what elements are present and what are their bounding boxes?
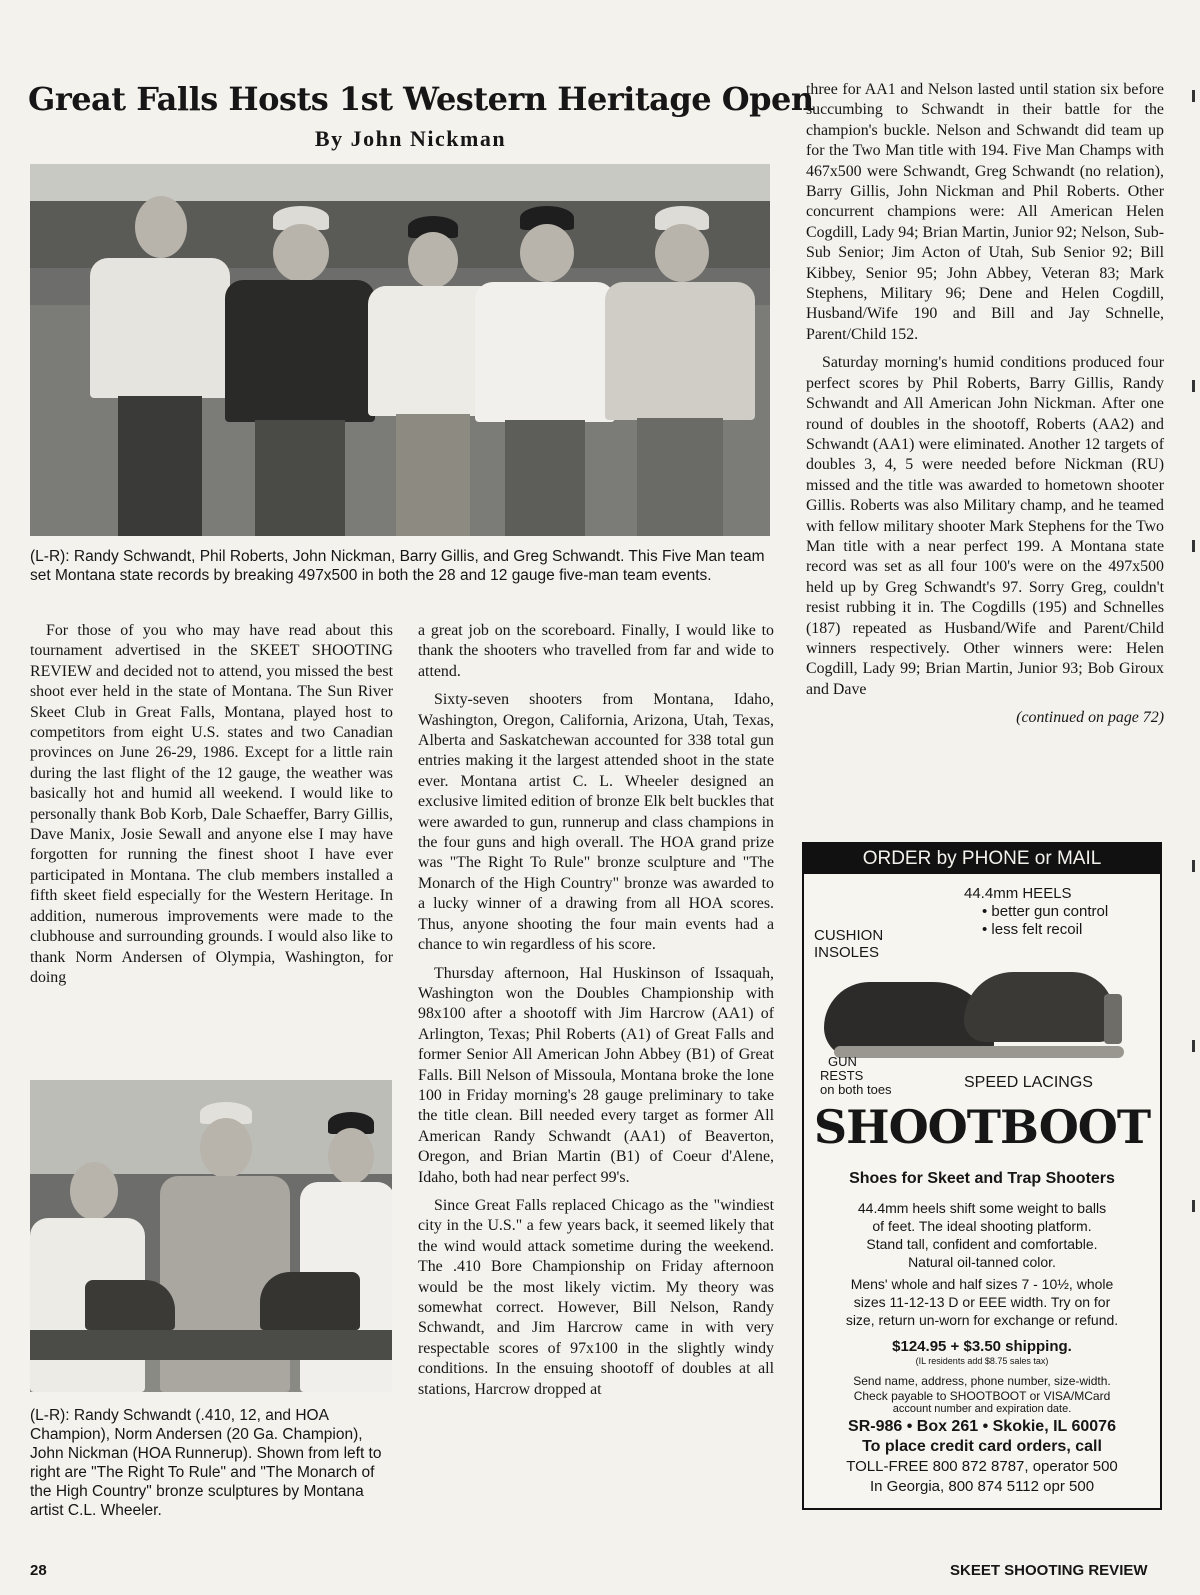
scan-mark [1192,1200,1195,1212]
ad-cushion-label: INSOLES [814,944,880,961]
shoe-illustration [824,964,1144,1064]
ad-bullet: • better gun control [982,903,1109,920]
ad-price: $124.95 + $3.50 shipping. [892,1338,1072,1355]
ad-order-line: Check payable to SHOOTBOOT or VISA/MCard [853,1389,1111,1403]
ad-desc-line: Natural oil-tanned color. [908,1254,1056,1270]
paragraph: a great job on the scoreboard. Finally, I would like to thank the shooters who travelled from far and wide to attend. [418,622,774,680]
scan-mark [1192,1040,1195,1052]
photo-five-man-team [30,164,770,536]
paragraph: Since Great Falls replaced Chicago as the "windiest city in the U.S." a few years back, it seemed likely that the wind would attack sometime during the weekend. The .410 Bore Championship on Friday afternoon would be the most likely victim. My theory was somewhat correct. However, Bill Nelson, Randy Schwandt, and Jim Harcrow came in with very respectable scores of 97x100 in the slightly windy conditions. In the ensuing shootoff of doubles at all stations, Harcrow dropped at [418,1196,774,1398]
ad-desc-line: size, return un-worn for exchange or refund. [845,1312,1119,1328]
scan-mark [1192,540,1195,552]
article-title: Great Falls Hosts 1st Western Heritage Open [28,80,814,118]
ad-heels-label: 44.4mm HEELS [964,885,1072,902]
ad-speed-lacings: SPEED LACINGS [964,1074,1093,1091]
byline: By John Nickman [314,126,507,151]
scan-mark [1192,90,1195,102]
ad-desc-line: Stand tall, confident and comfortable. [866,1236,1098,1252]
ad-tax-note: (IL residents add $8.75 sales tax) [915,1356,1049,1366]
continued-note: (continued on page 72) [1016,709,1164,727]
ad-desc-line: Mens' whole and half sizes 7 - 10½, whole [850,1276,1114,1292]
shootboot-advertisement [802,842,1162,1510]
ad-credit-card: To place credit card orders, call [862,1438,1102,1455]
ad-bullet: • less felt recoil [982,921,1083,938]
ad-tagline: Shoes for Skeet and Trap Shooters [849,1170,1115,1187]
scan-mark [1192,380,1195,392]
ad-toll-free: TOLL-FREE 800 872 8787, operator 500 [846,1458,1118,1475]
ad-desc-line: 44.4mm heels shift some weight to balls [857,1200,1107,1216]
photo-champions-sculptures [30,1080,392,1392]
ad-georgia: In Georgia, 800 874 5112 opr 500 [869,1478,1095,1495]
article-column-1 [30,621,393,996]
ad-gun-rests: on both toes [820,1082,892,1097]
paragraph: Sixty-seven shooters from Montana, Idaho, Washington, Oregon, California, Arizona, Utah, Texas, Alberta and Saskatchewan accounted for 338 total gun entries making it the largest attended shoot in the state ever. Montana artist C. L. Wheeler designed an exclusive limited edition of bronze Elk belt buckles that were awarded to gun, runnerup and class champions in the four guns and high overall. The HOA grand prize was "The Right To Rule" bronze sculpture and "The Monarch of the High Country" bronze was awarded to a lucky winner of a drawing from all HOA scores. Thus, anyone shooting the four main events had a chance to win regardless of his score. [418,691,774,954]
shootboot-logo: SHOOTBOOT [813,1100,1151,1154]
article-column-3 [806,80,1164,729]
article-column-2 [418,621,774,1408]
magazine-name: SKEET SHOOTING REVIEW [950,1562,1148,1579]
paragraph: Thursday afternoon, Hal Huskinson of Issaquah, Washington won the Doubles Championship with 98x100 after a shootoff with Jim Harcrow (AA1) of Arlington, Texas; Phil Roberts (A1) of Great Falls and former Senior All American John Abbey (B1) of Great Falls. Bill Nelson of Missoula, Montana broke the lone 100 in Friday morning's 28 gauge preliminary to take the title clean. Bill needed every target as former All American Randy Schwandt (AA1) of Beaverton, Oregon, and Brian Martin (B1) of Coeur d'Alene, Idaho, both had near perfect 99's. [418,964,774,1186]
ad-gun-rests: GUN [828,1054,857,1069]
page-number: 28 [30,1562,47,1579]
photo-caption-bottom: (L-R): Randy Schwandt (.410, 12, and HOA Champion), Norm Andersen (20 Ga. Champion), John Nickman (HOA Runnerup). Shown from left to right are "The Right To Rule" and "The Monarch of the High Country" bronze sculptures by Montana artist C.L. Wheeler. [30,1407,382,1519]
ad-order-line: Send name, address, phone number, size-width. [853,1374,1111,1388]
photo-caption-top: (L-R): Randy Schwandt, Phil Roberts, John Nickman, Barry Gillis, and Greg Schwandt. This Five Man team set Montana state records by breaking 497x500 in both the 28 and 12 gauge five-man team events. [30,548,765,584]
ad-gun-rests: RESTS [820,1068,864,1083]
scan-mark [1192,860,1195,872]
ad-desc-line: of feet. The ideal shooting platform. [872,1218,1092,1234]
ad-cushion-label: CUSHION [814,927,884,944]
paragraph: For those of you who may have read about this tournament advertised in the SKEET SHOOTING REVIEW and decided not to attend, you missed the best shoot ever held in the state of Montana. The Sun River Skeet Club in Great Falls, Montana, played host to competitors from eight U.S. states and two Canadian provinces on June 26-29, 1986. Except for a little rain during the last flight of the 12 gauge, the weather was basically hot and humid all weekend. I would like to personally thank Bob Korb, Dale Schaeffer, Barry Gillis, Dave Manix, Josie Sewall and anyone else I may have forgotten for running the finest shoot I have ever participated in Montana. The club members installed a fifth skeet field especially for the Western Heritage. In addition, numerous improvements were made to the clubhouse and surrounding grounds. I would also like to thank Norm Andersen of Olympia, Washington, for doing [30,622,393,986]
paragraph: Saturday morning's humid conditions produced four perfect scores by Phil Roberts, Barry Gillis, Randy Schwandt and All American John Nickman. After one round of doubles in the shootoff, Roberts (AA2) and Schwandt (AA1) were eliminated. Another 12 targets of doubles 3, 4, 5 were needed before Nickman (RU) missed and the title was awarded to hometown shooter Gillis. Roberts was also Military champ, and he teamed with fellow military shooter Mark Stephens for the Two Man title with a near perfect 199. A Montana state record was set as all four 100's were on the 497x500 held up by Greg Schwandt's 97. Sorry Greg, couldn't resist rubbing it in. The Cogdills (195) and Schnelles (187) repeated as Husband/Wife and Parent/Child winners respectively. Other winners were: Helen Cogdill, Lady 99; Brian Martin, Junior 93; Bob Giroux and Dave [806,354,1164,698]
paragraph: three for AA1 and Nelson lasted until station six before succumbing to Schwandt in their battle for the champion's buckle. Nelson and Schwandt did team up for the Two Man title with 194. Five Man Champs with 467x500 were Schwandt, Greg Schwandt (no relation), Barry Gillis, John Nickman and Phil Roberts. Other concurrent champions were: All American Helen Cogdill, Lady 94; Brian Martin, Junior 92; Nelson, Sub-Sub Senior; Jim Acton of Utah, Sub Senior 92; Bill Kibbey, Senior 95; John Abbey, Veteran 83; Mark Stephens, Military 96; Dene and Helen Cogdill, Husband/Wife 190 and Bill and Jay Schnelle, Parent/Child 152. [806,81,1164,343]
ad-header: ORDER by PHONE or MAIL [804,844,1160,874]
ad-address: SR-986 • Box 261 • Skokie, IL 60076 [848,1418,1116,1435]
ad-desc-line: sizes 11-12-13 D or EEE width. Try on for [853,1294,1111,1310]
ad-order-line: account number and expiration date. [892,1403,1072,1415]
